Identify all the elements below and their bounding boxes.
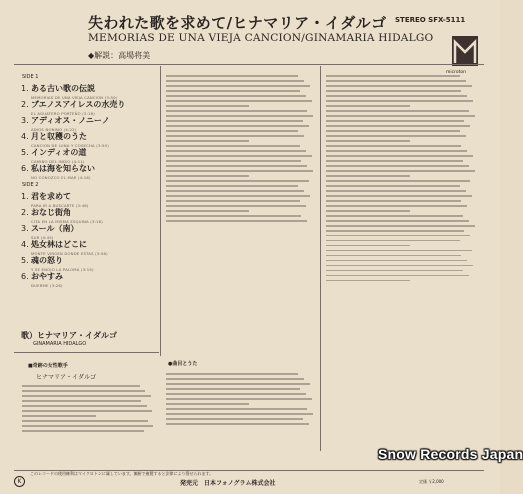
text-line (166, 115, 313, 117)
text-line (326, 160, 463, 162)
track-item: 6. 私は海を知らない NO CONOZCO EL MAR (4:16) (21, 164, 95, 180)
text-line (22, 430, 144, 432)
text-line (326, 245, 410, 247)
text-line (166, 95, 306, 97)
text-line (326, 165, 469, 167)
text-line (326, 125, 470, 127)
publisher-credit: 発売元 日本フォノグラム株式会社 (180, 480, 276, 487)
text-line (166, 160, 301, 162)
text-line (166, 145, 300, 147)
text-line (166, 80, 304, 82)
text-line (166, 398, 312, 400)
text-line (326, 145, 461, 147)
text-line (326, 110, 469, 112)
text-line (22, 415, 96, 417)
text-line (326, 210, 410, 212)
liner-notes-column-3 (326, 72, 478, 432)
track-item: 1. 君を求めて PARA IR A BUSCARTE (3:46) (21, 192, 89, 208)
text-line (326, 130, 460, 132)
track-item: 4. 月と収穫のうた CANCION DE LUNA Y COSECHA (3:50) (21, 132, 109, 148)
track-item: 1. ある古い歌の伝説 MEMORIAS DE UNA VIEJA CANCION (3:50) (21, 84, 118, 100)
text-line (166, 140, 249, 142)
price-tag: 定価 ￥2,000 (419, 479, 444, 484)
text-line (166, 185, 298, 187)
text-line (326, 90, 461, 92)
text-line (326, 255, 461, 257)
track-item: 5. インディオの道 CAMINO DEL INDIO (4:11) (21, 148, 87, 164)
text-line (166, 130, 298, 132)
profile-name: ヒナマリア・イダルゴ (36, 374, 97, 381)
tracks-section-heading: ●曲目とうた (168, 361, 198, 367)
text-line (166, 190, 304, 192)
text-line (326, 150, 467, 152)
text-line (326, 80, 466, 82)
text-line (166, 388, 300, 390)
track-item: 5. 魂の怒り Y SE ENOJO LA PALOMA (3:15) (21, 256, 94, 272)
profile-text-column (22, 382, 156, 467)
watermark: Snow Records Japan (378, 446, 523, 462)
text-line (22, 410, 152, 412)
text-line (326, 155, 473, 157)
text-line (326, 175, 410, 177)
track-item: 3. アディオス・ノニーノ ADIOS NONINO (4:22) (21, 116, 110, 132)
side-1-label: SIDE 1 (22, 74, 39, 80)
artist-credit-roman: GINAMARIA HIDALGO (33, 341, 87, 347)
text-line (166, 215, 301, 217)
k-mark-icon: K (14, 476, 25, 487)
liner-notes-column-2 (166, 370, 316, 466)
album-subtitle: MEMORIAS DE UNA VIEJA CANCION/GINAMARIA HIDALGO (88, 32, 434, 44)
text-line (22, 395, 151, 397)
track-item: 2. ブエノスアイレスの水売り EL AGUATERO PORTEÑO (3:16) (21, 100, 126, 116)
text-line (166, 150, 306, 152)
track-item: 2. おなじ街角 CITA EN LA MISMA ESQUINA (3:16) (21, 208, 103, 224)
text-line (326, 270, 463, 272)
profile-heading: ■奇跡の女性歌手 (28, 363, 68, 369)
text-line (326, 185, 460, 187)
copyright-note: このレコードの使用権利はマイクロトンに属しています。無断で複製すると法律により罰せられます。 (30, 471, 214, 476)
album-title: 失われた歌を求めて/ヒナマリア・イダルゴ (88, 14, 387, 32)
text-line (326, 280, 410, 282)
divider (14, 64, 484, 65)
text-line (22, 400, 141, 402)
text-line (22, 425, 153, 427)
text-line (166, 408, 307, 410)
text-line (166, 170, 313, 172)
side-2-label: SIDE 2 (22, 182, 39, 188)
text-line (166, 180, 309, 182)
text-line (326, 105, 410, 107)
text-line (166, 200, 300, 202)
text-line (326, 85, 472, 87)
text-line (326, 220, 469, 222)
text-line (326, 275, 469, 277)
text-line (166, 403, 249, 405)
text-line (166, 75, 298, 77)
track-item: 6. おやすみ DUERME (3:26) (21, 272, 63, 288)
text-line (166, 205, 306, 207)
text-line (326, 135, 466, 137)
text-line (326, 75, 460, 77)
text-line (326, 180, 470, 182)
text-line (166, 90, 300, 92)
liner-notes-column-1 (166, 72, 316, 332)
text-line (326, 260, 467, 262)
liner-notes-credit: ◆解説：高場将美 (88, 51, 151, 60)
label-name: microton (446, 70, 466, 75)
text-line (326, 225, 475, 227)
text-line (326, 115, 475, 117)
text-line (166, 378, 304, 380)
text-line (166, 120, 303, 122)
text-line (326, 120, 464, 122)
text-line (166, 85, 310, 87)
text-line (326, 250, 472, 252)
artist-credit: 歌）ヒナマリア・イダルゴ (21, 331, 117, 340)
text-line (326, 205, 467, 207)
text-line (326, 100, 473, 102)
text-line (326, 235, 470, 237)
text-line (326, 95, 467, 97)
microton-logo-icon (452, 36, 478, 66)
text-line (166, 423, 309, 425)
text-line (166, 393, 306, 395)
text-line (166, 418, 303, 420)
catalog-number: STEREO SFX-5111 (395, 16, 466, 24)
text-line (166, 383, 310, 385)
text-line (326, 140, 410, 142)
text-line (22, 385, 140, 387)
text-line (22, 390, 145, 392)
text-line (166, 373, 298, 375)
text-line (166, 135, 304, 137)
text-line (326, 195, 472, 197)
text-line (166, 220, 307, 222)
text-line (166, 125, 309, 127)
text-line (166, 175, 249, 177)
text-line (326, 265, 473, 267)
text-line (166, 210, 249, 212)
text-line (326, 215, 463, 217)
text-line (166, 110, 307, 112)
text-line (326, 230, 464, 232)
text-line (166, 100, 312, 102)
text-line (166, 195, 310, 197)
text-line (166, 165, 307, 167)
text-line (22, 420, 148, 422)
text-line (326, 170, 475, 172)
text-line (166, 413, 313, 415)
divider (160, 66, 161, 356)
text-line (326, 240, 460, 242)
track-item: 3. スール（南） SUR (4:45) (21, 224, 79, 240)
text-line (326, 190, 466, 192)
divider (14, 352, 159, 353)
text-line (166, 155, 312, 157)
text-line (22, 405, 147, 407)
track-item: 4. 処女林はどこに MONTE VIRGEN DONDE ESTAS (3:56) (21, 240, 108, 256)
text-line (326, 200, 461, 202)
text-line (166, 105, 249, 107)
divider (320, 66, 321, 451)
